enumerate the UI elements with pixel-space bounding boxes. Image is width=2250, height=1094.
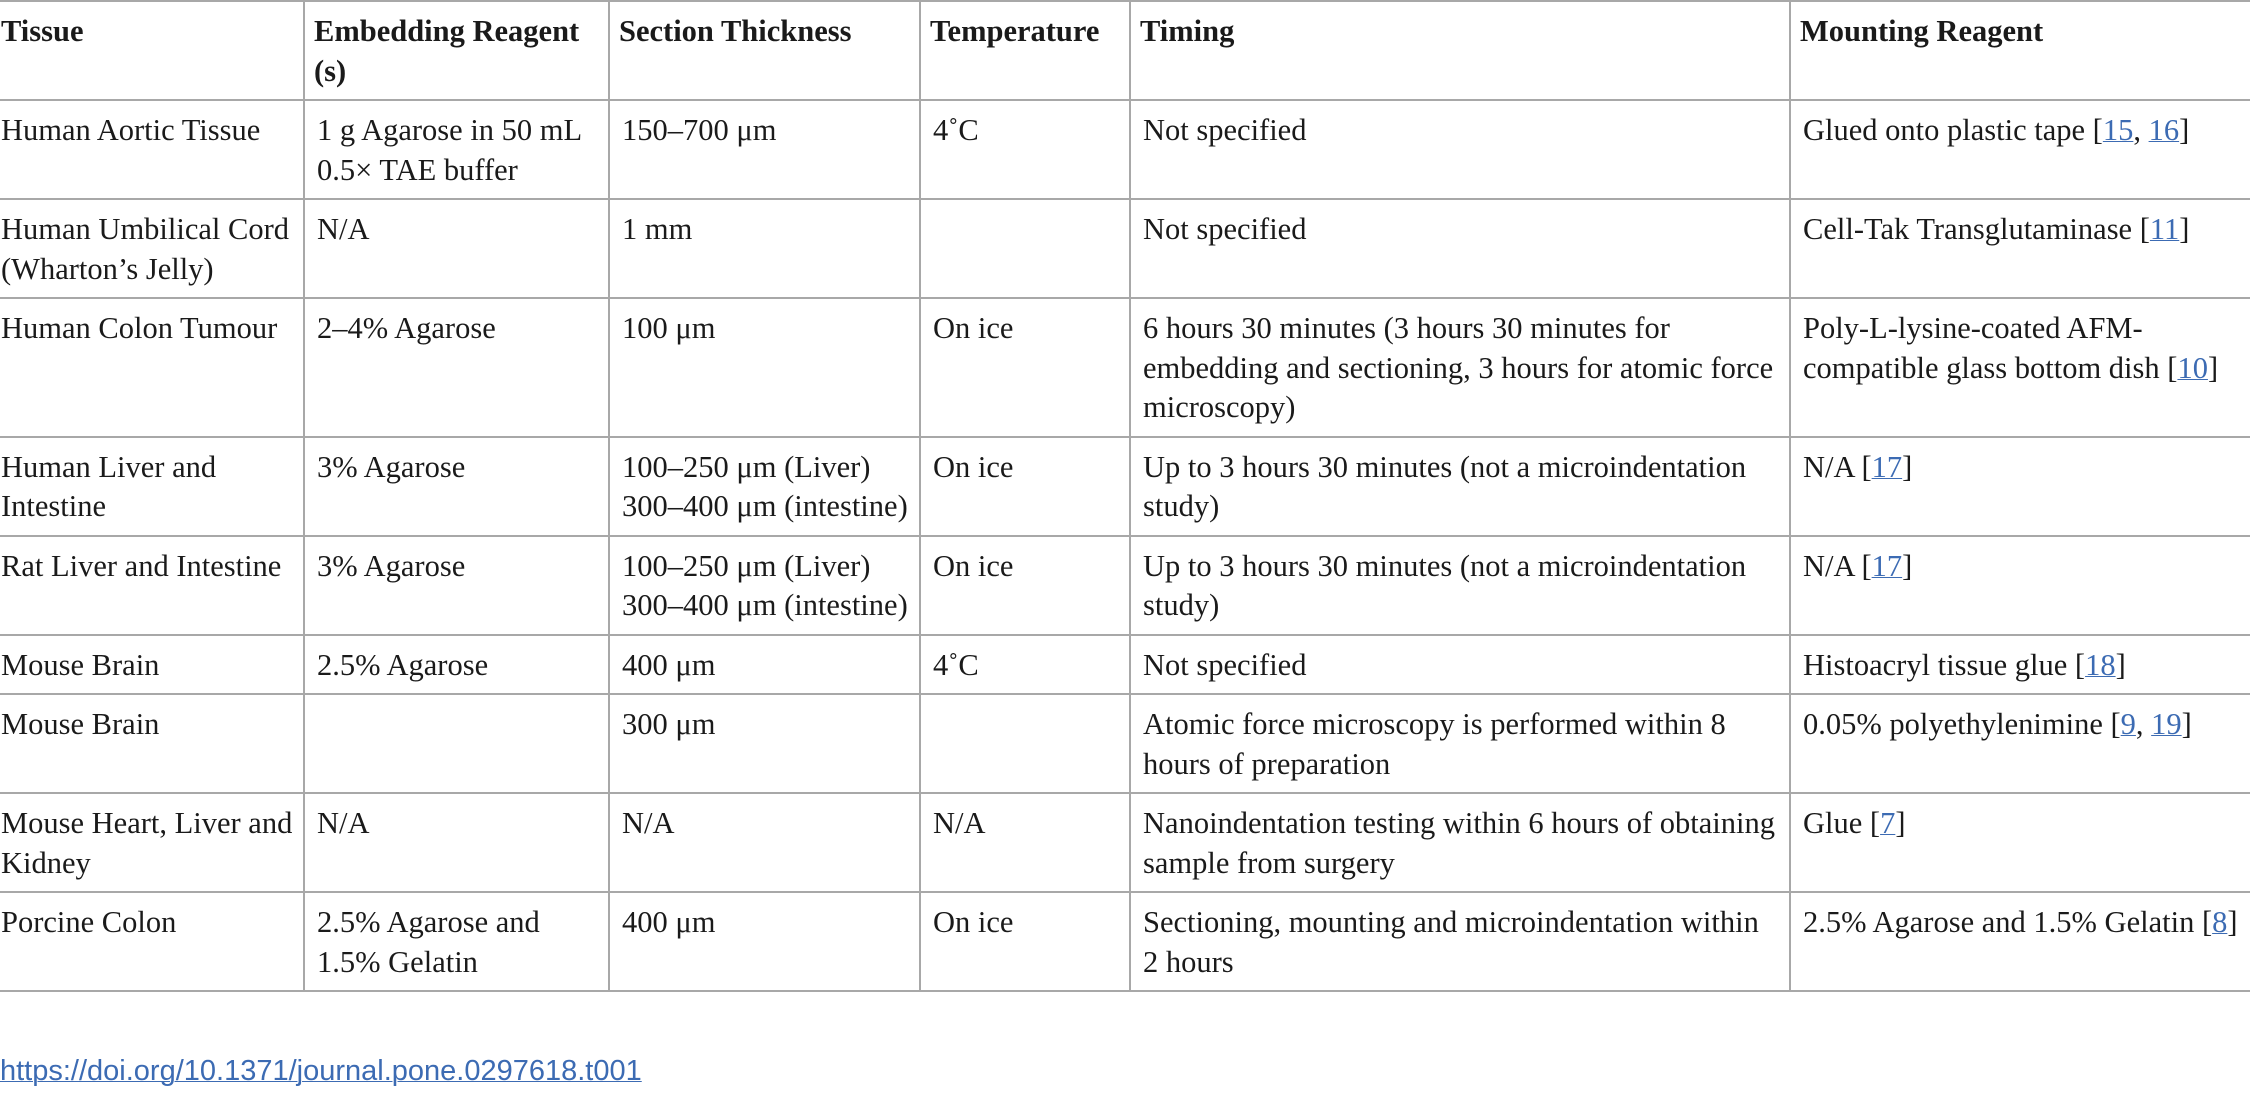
thickness-line: 150–700 μm [622,113,777,147]
cell-temperature: 4˚C [920,100,1130,199]
cell-tissue: Porcine Colon [0,892,304,991]
thickness-line: 1 mm [622,212,693,246]
table-row [0,199,2250,298]
cell-timing: Not specified [1130,635,1790,695]
mounting-suffix: ] [2179,212,2190,246]
cell-mounting-reagent [1790,199,2250,298]
cell-embedding-reagent: 2–4% Agarose [304,298,609,437]
cell-embedding-reagent: 1 g Agarose in 50 mL 0.5× TAE buffer [304,100,609,199]
thickness-line: 400 μm [622,647,716,682]
thickness-line: 400 μm [622,905,716,939]
table-row [0,892,2250,991]
header-section-thickness: Section Thickness [609,1,920,100]
cell-tissue: Mouse Brain [0,635,304,695]
cell-embedding-reagent: 3% Agarose [304,536,609,635]
cell-mounting-reagent [1790,298,2250,437]
mounting-suffix: ] [2181,707,2192,741]
mounting-text: Poly-L-lysine-coated AFM-compatible glass bottom dish [ [1803,311,2178,385]
citation-link[interactable]: 16 [2148,113,2180,147]
cell-embedding-reagent: N/A [304,793,609,892]
mounting-text: N/A [ [1803,449,1872,484]
cell-embedding-reagent: 2.5% Agarose and 1.5% Gelatin [304,892,609,991]
cell-embedding-reagent: 3% Agarose [304,437,609,536]
cell-embedding-reagent: N/A [304,199,609,298]
mounting-suffix: ] [1895,806,1906,840]
header-mounting-reagent: Mounting Reagent [1790,1,2250,100]
cell-section-thickness [609,437,920,536]
cell-mounting-reagent: 0.05% polyethylenimine [9, 19] [1790,694,2250,793]
mounting-suffix: ] [2227,905,2238,939]
cell-tissue: Human Liver and Intestine [0,437,304,536]
cell-tissue: Human Colon Tumour [0,298,304,437]
cell-tissue: Mouse Heart, Liver and Kidney [0,793,304,892]
mounting-suffix: ] [2115,647,2126,682]
cell-mounting-reagent [1790,437,2250,536]
cell-temperature: On ice [920,536,1130,635]
thickness-line: 100 μm [622,311,716,345]
header-timing: Timing [1130,1,1790,100]
thickness-line: 300–400 μm (intestine) [622,588,908,622]
cell-temperature [920,199,1130,298]
citation-link[interactable]: 19 [2151,707,2182,741]
mounting-text: 0.05% polyethylenimine [ [1803,707,2121,741]
mounting-suffix: ] [1902,548,1913,583]
cell-mounting-reagent: Glued onto plastic tape [15, 16] [1790,100,2250,199]
cell-temperature [920,694,1130,793]
cell-section-thickness [609,793,920,892]
cell-mounting-reagent [1790,892,2250,991]
cell-section-thickness [609,635,920,695]
cell-section-thickness [609,694,920,793]
cell-temperature: 4˚C [920,635,1130,695]
header-tissue: Tissue [0,1,304,100]
header-row [0,1,2250,100]
cell-mounting-reagent [1790,536,2250,635]
thickness-line: 300 μm [622,707,716,741]
cell-timing: Sectioning, mounting and microindentation within 2 hours [1130,892,1790,991]
table-row [0,635,2250,695]
citation-link[interactable]: 8 [2212,905,2228,939]
mounting-suffix: ] [2179,113,2190,147]
cell-timing: Up to 3 hours 30 minutes (not a microindentation study) [1130,536,1790,635]
citation-link[interactable]: 18 [2085,647,2116,682]
table-row [0,437,2250,536]
header-temperature: Temperature [920,1,1130,100]
citation-link[interactable]: 11 [2149,212,2180,246]
citation-link[interactable]: 17 [1871,449,1903,484]
mounting-text: 2.5% Agarose and 1.5% Gelatin [ [1803,905,2213,939]
citation-link[interactable]: 10 [2177,350,2208,385]
cell-temperature: On ice [920,437,1130,536]
cell-temperature: On ice [920,298,1130,437]
cell-timing: 6 hours 30 minutes (3 hours 30 minutes for embedding and sectioning, 3 hours for atomic force microscopy) [1130,298,1790,437]
cell-tissue: Rat Liver and Intestine [0,536,304,635]
thickness-line: 100–250 μm (Liver) [622,449,871,484]
cell-mounting-reagent [1790,793,2250,892]
table-row [0,100,2250,199]
cell-timing: Up to 3 hours 30 minutes (not a microindentation study) [1130,437,1790,536]
cell-mounting-reagent [1790,635,2250,695]
cell-timing: Not specified [1130,100,1790,199]
cell-timing: Atomic force microscopy is performed within 8 hours of preparation [1130,694,1790,793]
table-row [0,536,2250,635]
mounting-text: N/A [ [1803,548,1872,583]
citation-link[interactable]: 17 [1871,548,1903,583]
cell-temperature: On ice [920,892,1130,991]
cell-section-thickness [609,100,920,199]
cell-section-thickness [609,536,920,635]
table-row [0,298,2250,437]
table-row [0,694,2250,793]
mounting-suffix: ] [1902,449,1913,484]
thickness-line: 300–400 μm (intestine) [622,489,908,523]
cell-timing: Not specified [1130,199,1790,298]
table-row [0,793,2250,892]
mounting-text: Cell-Tak Transglutaminase [ [1803,212,2150,246]
cell-tissue: Human Aortic Tissue [0,100,304,199]
cell-tissue: Mouse Brain [0,694,304,793]
cell-section-thickness [609,892,920,991]
cell-section-thickness [609,298,920,437]
cell-timing: Nanoindentation testing within 6 hours of obtaining sample from surgery [1130,793,1790,892]
mounting-text: Glued onto plastic tape [ [1803,113,2103,147]
cell-embedding-reagent: 2.5% Agarose [304,635,609,695]
cell-tissue: Human Umbilical Cord (Wharton’s Jelly) [0,199,304,298]
cell-temperature: N/A [920,793,1130,892]
citation-link[interactable]: 15 [2102,113,2134,147]
doi-link[interactable]: https://doi.org/10.1371/journal.pone.0297618.t001 [0,1055,642,1087]
thickness-line: N/A [622,806,675,840]
mounting-text: Histoacryl tissue glue [ [1803,647,2086,682]
cell-embedding-reagent [304,694,609,793]
citation-link[interactable]: 7 [1880,806,1896,840]
citation-link[interactable]: 9 [2120,707,2136,741]
cell-section-thickness [609,199,920,298]
mounting-suffix: ] [2207,350,2219,385]
thickness-line: 100–250 μm (Liver) [622,548,871,583]
header-embedding-reagent: Embedding Reagent (s) [304,1,609,100]
mounting-text: Glue [ [1803,806,1881,840]
